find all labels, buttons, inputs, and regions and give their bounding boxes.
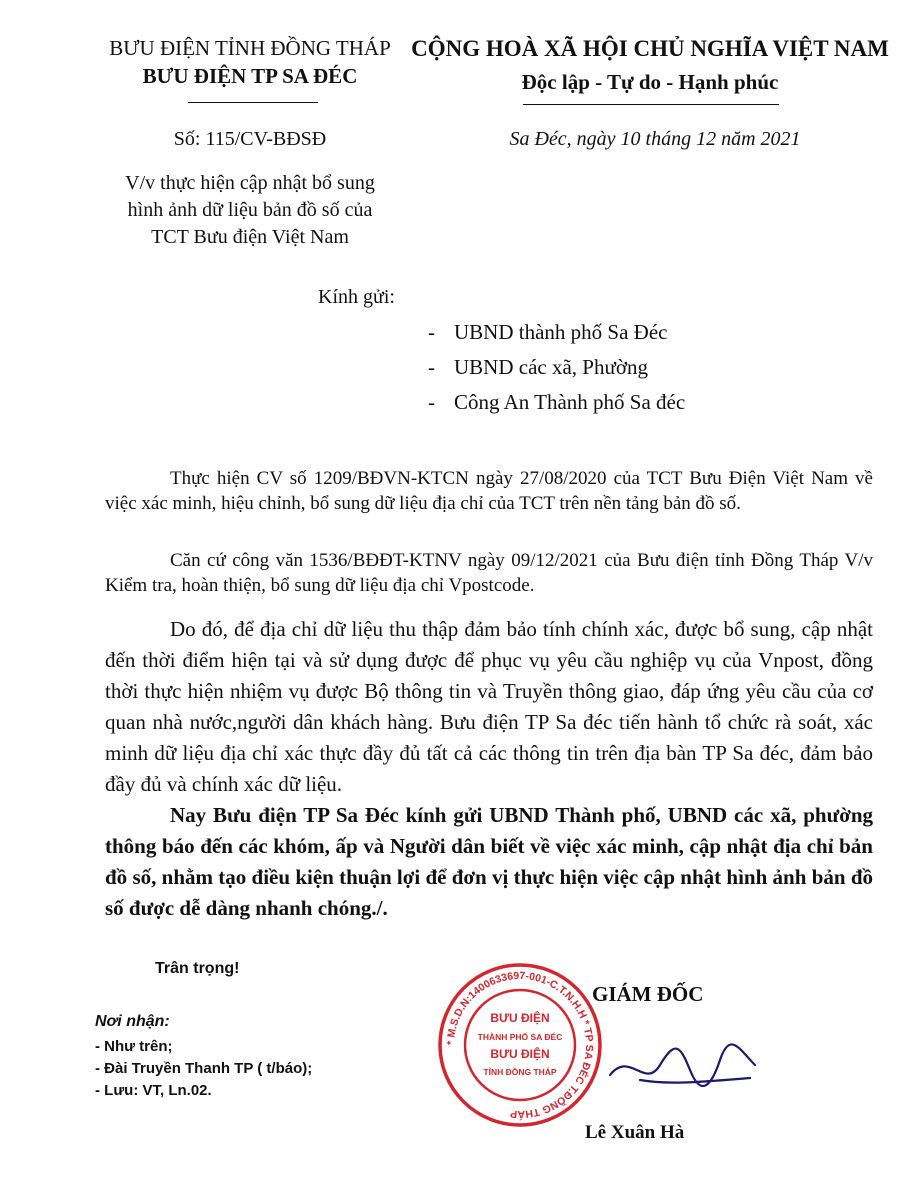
stamp-ring-text: * M.S.D.N:1400633697-001-C.T.N.H.H * TP SA ĐÉC T.ĐỒNG THÁP bbox=[444, 969, 596, 1121]
official-red-stamp bbox=[435, 960, 605, 1130]
distribution-item: - Lưu: VT, Ln.02. bbox=[95, 1082, 212, 1099]
subject-line: hình ảnh dữ liệu bản đồ số của bbox=[127, 199, 373, 221]
recipient-label: UBND thành phố Sa Đéc bbox=[454, 320, 668, 344]
recipient-item bbox=[428, 320, 667, 345]
distribution-item: - Đài Truyền Thanh TP ( t/báo); bbox=[95, 1060, 313, 1077]
subject-line: TCT Bưu điện Việt Nam bbox=[151, 226, 349, 248]
paragraph-text: Thực hiện CV số 1209/BĐVN-KTCN ngày 27/08/2020 của TCT Bưu Điện Việt Nam về việc xác minh, hiệu chỉnh, bổ sung dữ liệu địa chỉ của TCT trên nền tảng bản đồ số. bbox=[105, 468, 873, 514]
paragraph-text: Nay Bưu điện TP Sa Đéc kính gửi UBND Thành phố, UBND các xã, phường thông báo đến các khóm, ấp và Người dân biết về việc xác minh, cập nhật địa chỉ bản đồ số, nhằm tạo điều kiện thuận lợi để đơn vị thực hiện việc cập nhật hình ảnh bản đồ số được dễ dàng nhanh chóng./. bbox=[105, 803, 873, 920]
recipient-label: Công An Thành phố Sa đéc bbox=[454, 390, 686, 414]
body-paragraph bbox=[105, 466, 873, 516]
body-paragraph bbox=[105, 800, 873, 924]
stamp-center-line: TỈNH ĐỒNG THÁP bbox=[483, 1067, 557, 1077]
national-motto: Độc lập - Tự do - Hạnh phúc bbox=[521, 70, 779, 94]
handwritten-signature bbox=[600, 1030, 760, 1100]
issuing-org-name: BƯU ĐIỆN TP SA ĐÉC bbox=[142, 64, 358, 88]
signer-title: GIÁM ĐỐC bbox=[592, 982, 704, 1006]
paragraph-text: Căn cứ công văn 1536/BĐĐT-KTNV ngày 09/12/2021 của Bưu điện tỉnh Đồng Tháp V/v Kiểm tra, hoàn thiện, bổ sung dữ liệu địa chỉ Vpostcode. bbox=[105, 550, 873, 596]
paragraph-text: Do đó, để địa chỉ dữ liệu thu thập đảm bảo tính chính xác, được bổ sung, cập nhật đến thời điểm hiện tại và sử dụng được để phục vụ yêu cầu nghiệp vụ của Vnpost, đồng thời thực hiện nhiệm vụ được Bộ thông tin và Truyền thông giao, đáp ứng yêu cầu của cơ quan nhà nước,người dân khách hàng. Bưu điện TP Sa đéc tiến hành tổ chức rà soát, xác minh dữ liệu địa chỉ xác thực đầy đủ tất cả các thông tin trên địa bàn TP Sa đéc, đảm bảo đầy đủ và chính xác dữ liệu. bbox=[105, 617, 873, 796]
stamp-center-line: THÀNH PHỐ SA ĐÉC bbox=[477, 1032, 563, 1042]
subject-line: V/v thực hiện cập nhật bổ sung bbox=[125, 172, 375, 194]
stamp-center-line: BƯU ĐIỆN bbox=[490, 1047, 550, 1061]
document-date: Sa Đéc, ngày 10 tháng 12 năm 2021 bbox=[509, 128, 801, 150]
document-subject bbox=[100, 170, 400, 251]
body-paragraph bbox=[105, 548, 873, 598]
motto-underline bbox=[523, 104, 779, 105]
recipient-dash: - bbox=[428, 355, 435, 379]
signature-stroke bbox=[610, 1044, 755, 1086]
issuing-org-parent: BƯU ĐIỆN TỈNH ĐỒNG THÁP bbox=[109, 36, 391, 60]
org-underline bbox=[188, 102, 318, 103]
document-number: Số: 115/CV-BĐSĐ bbox=[173, 128, 327, 150]
stamp-inner-ring bbox=[465, 990, 575, 1100]
recipient-item bbox=[428, 390, 685, 415]
recipient-label: UBND các xã, Phường bbox=[454, 355, 648, 379]
recipients-heading: Kính gửi: bbox=[318, 286, 395, 308]
stamp-center-line: BƯU ĐIỆN bbox=[490, 1011, 550, 1025]
distribution-heading: Nơi nhận: bbox=[95, 1013, 170, 1030]
distribution-item: - Như trên; bbox=[95, 1038, 173, 1055]
recipient-dash: - bbox=[428, 390, 435, 414]
signer-name: Lê Xuân Hà bbox=[585, 1122, 685, 1143]
body-paragraph bbox=[105, 614, 873, 800]
recipient-item bbox=[428, 355, 648, 380]
national-title: CỘNG HOÀ XÃ HỘI CHỦ NGHĨA VIỆT NAM bbox=[411, 36, 889, 61]
closing-greeting: Trân trọng! bbox=[155, 960, 240, 977]
recipient-dash: - bbox=[428, 320, 435, 344]
